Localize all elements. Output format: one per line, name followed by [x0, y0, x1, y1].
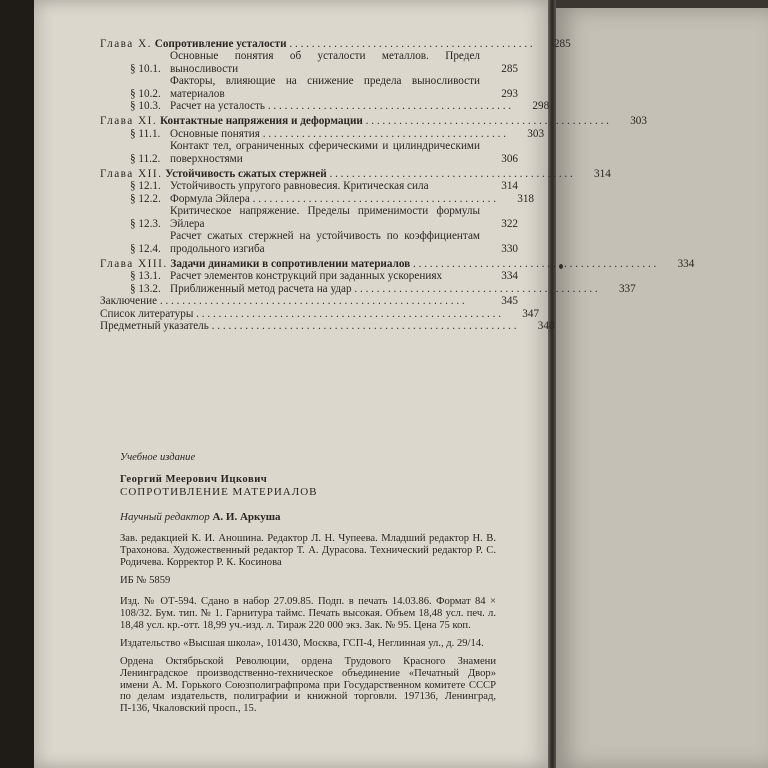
toc-chapter: Глава X. Сопротивление усталости . . . . . . . . . . . . . . . . . . . . . . . . . . . . . . . . . . . . . . . . . . . . 285 [100, 38, 571, 50]
right-page-edge [556, 0, 768, 8]
toc-section [100, 230, 518, 255]
section-number: § 11.2. [130, 152, 161, 165]
chapter-title: Устойчивость сжатых стержней [165, 168, 327, 181]
page-number: 285 [553, 38, 571, 50]
section-title: Факторы, влияющие на снижение предела выносливости материалов [170, 75, 480, 100]
section-number: § 10.3. [130, 100, 161, 113]
page-number: 348 [537, 319, 555, 332]
toc-section [100, 75, 518, 100]
section-number: § 12.3. [130, 217, 161, 230]
section-title: Основные понятия [170, 127, 260, 140]
staff-credits: Зав. редакцией К. И. Аношина. Редактор Л. Н. Чупеева. Младший редактор Н. В. Трахонова. Художественный редактор Т. А. Дурасова. Технический редактор Р. С. Родичева. Корректор Р. К. Косинова [120, 532, 496, 569]
section-title: Основные понятия об усталости металлов. Предел выносливости [170, 50, 480, 75]
toc-top-entry: Список литературы . . . . . . . . . . . . . . . . . . . . . . . . . . . . . . . . . . . . . . . . . . . . . . . . . . . . . . . 347 [100, 307, 540, 320]
editor-name: А. И. Аркуша [212, 510, 281, 523]
author-name: Георгий Меерович Ицкович [120, 474, 268, 486]
section-number: § 10.1. [130, 62, 161, 75]
toc-top-entry: Предметный указатель . . . . . . . . . . . . . . . . . . . . . . . . . . . . . . . . . . . . . . . . . . . . . . . . . . . . . . . 348 [100, 319, 555, 332]
section-title: Контакт тел, ограниченных сферическими и цилиндрическими поверхностями [170, 140, 480, 165]
section-number: § 13.1. [130, 270, 161, 283]
imprint-block [120, 452, 496, 720]
print-info: Изд. № ОТ-594. Сдано в набор 27.09.85. Подп. в печать 14.03.86. Формат 84 × 108/32. Бум. тип. № 1. Гарнитура таймс. Печать высокая. Объем 18,48 усл. печ. л. 18,48 усл. кр.-отт. 18,99 уч.-изд. л. Тираж 220 000 экз. Зак. № 95. Цена 75 коп. [120, 595, 496, 632]
section-number: § 12.1. [130, 180, 161, 193]
section-number: § 12.2. [130, 192, 161, 205]
printer-info: Ордена Октябрьской Революции, ордена Трудового Красного Знамени Ленинградское производственно-техническое объединение «Печатный Двор» имени А. М. Горького Союзполиграфпрома при Государственном комитете СССР по делам издательств, полиграфии и книжной торговли. 197136, Ленинград, П-136, Чкаловский просп., 15. [120, 656, 496, 714]
chapter-title: Задачи динамики в сопротивлении материалов [170, 257, 411, 270]
page-number: 314 [501, 180, 518, 193]
section-title: Расчет элементов конструкций при заданных ускорениях [170, 270, 443, 283]
toc-section: § 13.2. Приближенный метод расчета на удар . . . . . . . . . . . . . . . . . . . . . . . . . . . . . . . . . . . . . . . . . . . . 337 [130, 282, 636, 295]
page-number: 337 [618, 282, 636, 295]
toc-section: § 12.2. Формула Эйлера . . . . . . . . . . . . . . . . . . . . . . . . . . . . . . . . . . . . . . . . . . . . 318 [130, 192, 534, 205]
chapter-label: Глава XII. [100, 168, 163, 181]
publisher-info: Издательство «Высшая школа», 101430, Москва, ГСП-4, Неглинная ул., д. 29/14. [120, 638, 484, 650]
scientific-editor [120, 511, 496, 523]
section-title: Расчет на усталость [170, 100, 266, 113]
page-number: 303 [630, 115, 647, 128]
section-title: Расчет сжатых стержней на устойчивость по коэффициентам продольного изгиба [170, 230, 480, 255]
toc-section: § 10.3. Расчет на усталость . . . . . . . . . . . . . . . . . . . . . . . . . . . . . . . . . . . . . . . . . . . . 298 [130, 100, 550, 113]
editor-role: Научный редактор [120, 510, 210, 523]
chapter-title: Контактные напряжения и деформации [159, 115, 363, 128]
section-number: § 10.2. [130, 87, 161, 100]
toc-chapter: Глава XIII. Задачи динамики в сопротивлении материалов . . . . . . . . . . . . . . . . . . . . . . . . . . . . . . . . . . . . . . . . . . . . 334 [100, 257, 695, 270]
page-number: 322 [501, 217, 518, 230]
book-title: СОПРОТИВЛЕНИЕ МАТЕРИАЛОВ [120, 486, 318, 499]
chapter-label: Глава XI. [100, 115, 158, 128]
toc-section: § 11.1. Основные понятия . . . . . . . . . . . . . . . . . . . . . . . . . . . . . . . . . . . . . . . . . . . . 303 [130, 127, 545, 140]
entry-title: Список литературы [100, 307, 194, 320]
page-number: 293 [501, 87, 518, 100]
page-number: 334 [677, 257, 695, 270]
page-number: 318 [517, 192, 534, 205]
entry-title: Заключение [100, 295, 158, 308]
ib-number: ИБ № 5859 [120, 575, 171, 587]
page-number: 298 [532, 100, 550, 113]
entry-title: Предметный указатель [100, 319, 209, 332]
page-number: 303 [527, 127, 545, 140]
section-number: § 12.4. [130, 242, 161, 255]
page-number: 347 [522, 307, 540, 320]
section-title: Устойчивость упругого равновесия. Критическая сила [170, 180, 429, 193]
section-number: § 11.1. [130, 127, 161, 140]
page-number: 314 [594, 168, 611, 181]
table-of-contents [100, 38, 695, 332]
section-title: Критическое напряжение. Пределы применимости формулы Эйлера [170, 205, 480, 230]
page-number: 285 [501, 62, 518, 75]
toc-section [100, 180, 518, 192]
page-number: 334 [501, 270, 518, 283]
toc-section [100, 140, 518, 165]
page-number: 345 [501, 295, 518, 308]
page-number: 330 [501, 242, 518, 255]
page-number: 306 [501, 152, 518, 165]
section-title: Приближенный метод расчета на удар [170, 282, 352, 295]
edition-label: Учебное издание [120, 452, 196, 463]
chapter-label: Глава X. [100, 38, 152, 50]
toc-top-entry: Заключение . . . . . . . . . . . . . . . . . . . . . . . . . . . . . . . . . . . . . . . . . . . . . . . . . . . . . . . 345 [100, 295, 518, 308]
toc-section [100, 270, 518, 282]
toc-section [100, 50, 518, 75]
toc-section [100, 205, 518, 230]
toc-chapter: Глава XII. Устойчивость сжатых стержней . . . . . . . . . . . . . . . . . . . . . . . . . . . . . . . . . . . . . . . . . . . . 314 [100, 168, 611, 181]
section-title: Формула Эйлера [170, 192, 250, 205]
section-number: § 13.2. [130, 282, 161, 295]
toc-chapter: Глава XI. Контактные напряжения и деформации . . . . . . . . . . . . . . . . . . . . . . . . . . . . . . . . . . . . . . . . . . . . 303 [100, 115, 647, 128]
chapter-title: Сопротивление усталости [154, 38, 287, 50]
chapter-label: Глава XIII. [100, 257, 168, 270]
